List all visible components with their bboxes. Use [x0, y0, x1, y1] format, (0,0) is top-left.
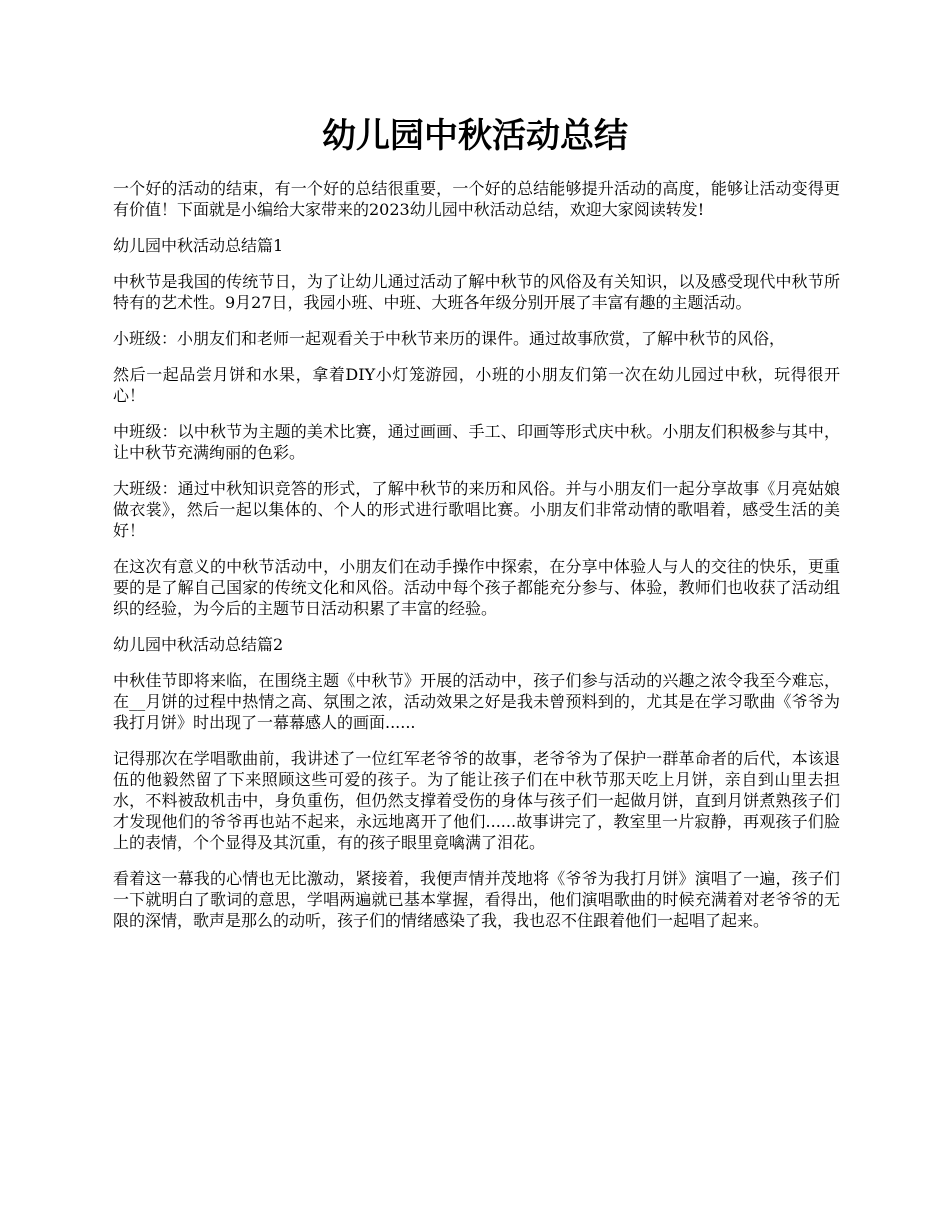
section-1-paragraph-3: 然后一起品尝月饼和水果，拿着DIY小灯笼游园，小班的小朋友们第一次在幼儿园过中秋，玩得很开心！ — [113, 365, 840, 405]
section-1-paragraph-5: 大班级：通过中秋知识竞答的形式，了解中秋节的来历和风俗。并与小朋友们一起分享故事《月亮姑娘做衣裳》，然后一起以集体的、个人的形式进行歌唱比赛。小朋友们非常动情的歌唱着，感受生活的美好！ — [113, 479, 840, 540]
section-2-paragraph-1: 中秋佳节即将来临，在围绕主题《中秋节》开展的活动中，孩子们参与活动的兴趣之浓令我至今难忘，在__月饼的过程中热情之高、氛围之浓，活动效果之好是我未曾预料到的，尤其是在学习歌曲《爷爷为我打月饼》时出现了一幕幕感人的画面...... — [113, 671, 840, 732]
section-1-paragraph-1: 中秋节是我国的传统节日，为了让幼儿通过活动了解中秋节的风俗及有关知识，以及感受现代中秋节所特有的艺术性。9月27日，我园小班、中班、大班各年级分别开展了丰富有趣的主题活动。 — [113, 272, 840, 312]
section-2-heading: 幼儿园中秋活动总结篇2 — [113, 635, 284, 654]
section-1-paragraph-6: 在这次有意义的中秋节活动中，小朋友们在动手操作中探索，在分享中体验人与人的交往的快乐，更重要的是了解自己国家的传统文化和风俗。活动中每个孩子都能充分参与、体验，教师们也收获了活动组织的经验，为今后的主题节日活动积累了丰富的经验。 — [113, 557, 840, 618]
section-2-paragraph-2: 记得那次在学唱歌曲前，我讲述了一位红军老爷爷的故事，老爷爷为了保护一群革命者的后代，本该退伍的他毅然留了下来照顾这些可爱的孩子。为了能让孩子们在中秋节那天吃上月饼，亲自到山里去担水，不料被敌机击中，身负重伤，但仍然支撑着受伤的身体与孩子们一起做月饼，直到月饼煮熟孩子们才发现他们的爷爷再也站不起来，永远地离开了他们......故事讲完了，教室里一片寂静，再观孩子们脸上的表情，个个显得及其沉重，有的孩子眼里竟噙满了泪花。 — [113, 749, 840, 852]
section-1-paragraph-2: 小班级：小朋友们和老师一起观看关于中秋节来历的课件。通过故事欣赏，了解中秋节的风俗， — [113, 329, 786, 348]
document-title: 幼儿园中秋活动总结 — [322, 116, 628, 156]
intro-paragraph: 一个好的活动的结束，有一个好的总结很重要，一个好的总结能够提升活动的高度，能够让活动变得更有价值！下面就是小编给大家带来的2023幼儿园中秋活动总结，欢迎大家阅读转发! — [113, 179, 840, 219]
section-1-heading: 幼儿园中秋活动总结篇1 — [113, 236, 284, 255]
section-1-paragraph-4: 中班级：以中秋节为主题的美术比赛，通过画画、手工、印画等形式庆中秋。小朋友们积极参与其中，让中秋节充满绚丽的色彩。 — [113, 422, 840, 462]
document-body — [113, 178, 840, 946]
section-2-paragraph-3: 看着这一幕我的心情也无比激动，紧接着，我便声情并茂地将《爷爷为我打月饼》演唱了一遍，孩子们一下就明白了歌词的意思，学唱两遍就已基本掌握，看得出，他们演唱歌曲的时候充满着对老爷爷的无限的深情，歌声是那么的动听，孩子们的情绪感染了我，我也忍不住跟着他们一起唱了起来。 — [113, 869, 840, 930]
